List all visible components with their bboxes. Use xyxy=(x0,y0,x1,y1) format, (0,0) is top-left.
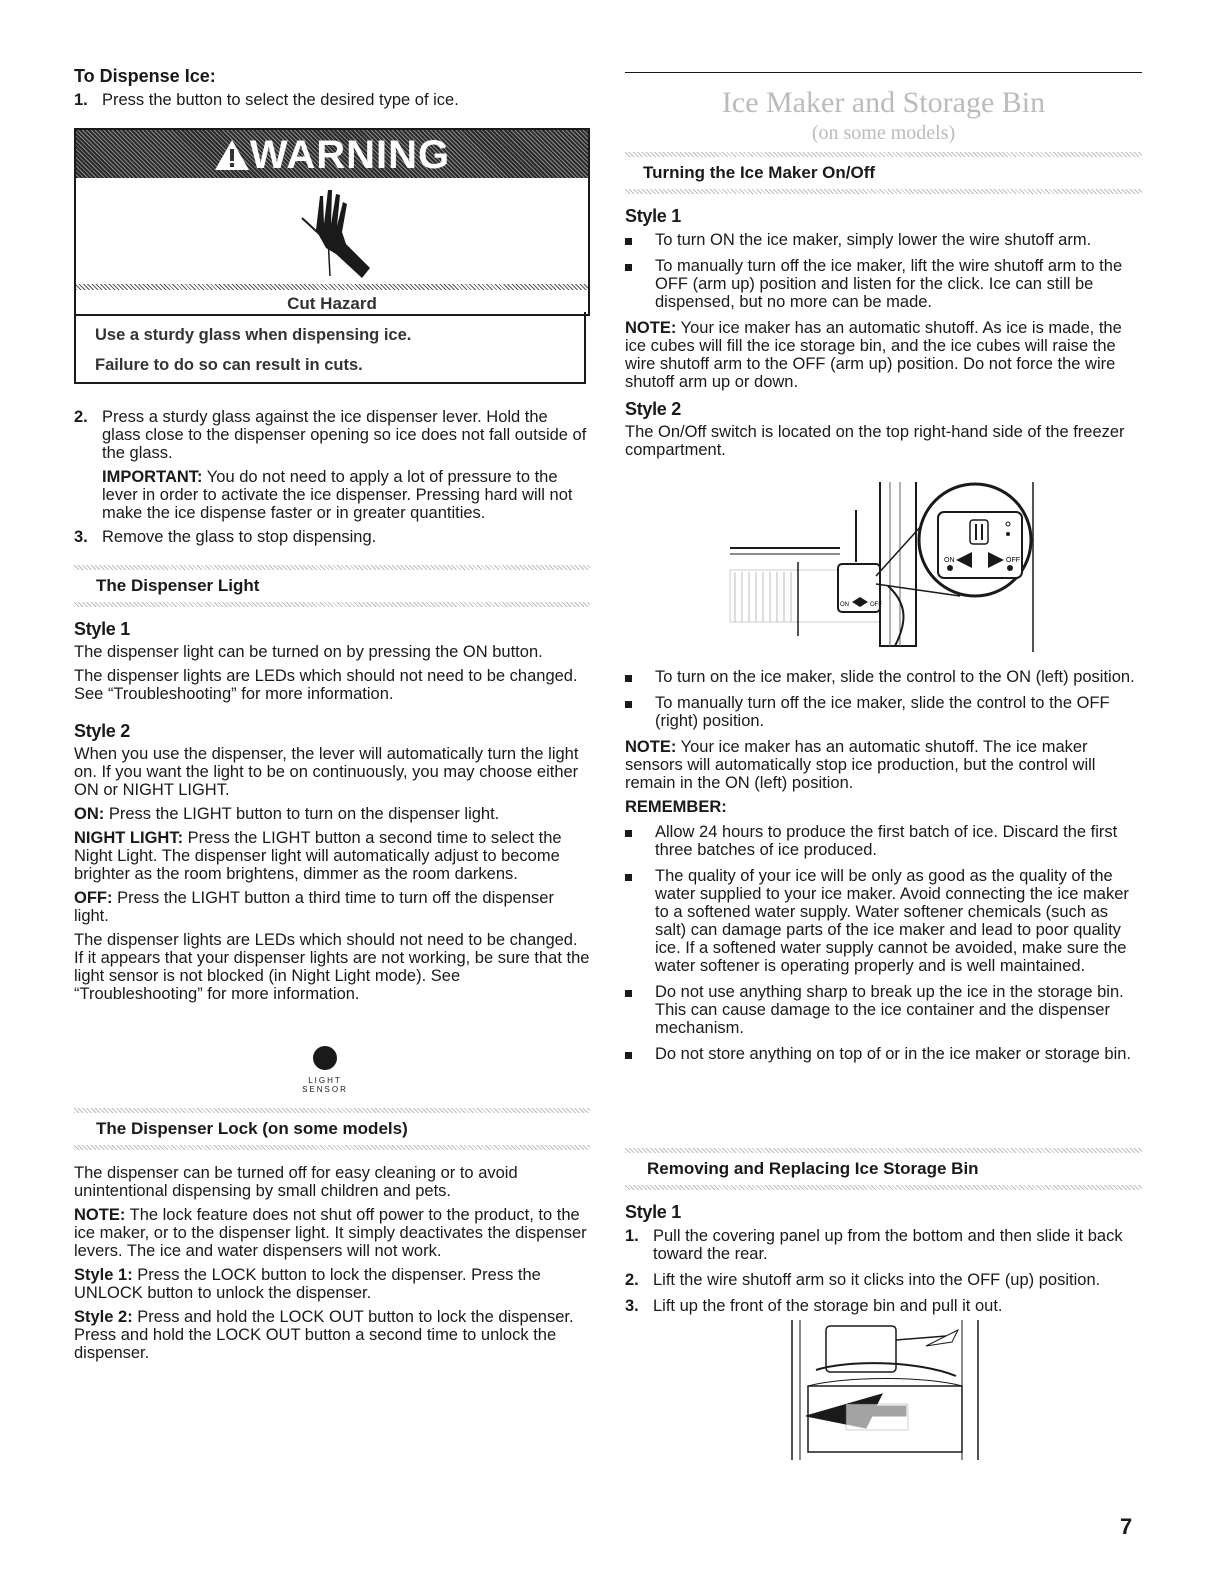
light-style-2-heading: Style 2 xyxy=(74,721,130,741)
light-night: NIGHT LIGHT: Press the LIGHT button a second time to select the Night Light. The dispenser light will automatically adjust to become brighter as the room brightens, dimmer as the room darkens. xyxy=(74,829,562,883)
onoff-style2-p: The On/Off switch is located on the top right-hand side of the freezer compartment. xyxy=(625,423,1125,459)
remember-bullet-4: Do not store anything on top of or in the ice maker or storage bin. xyxy=(625,1045,1142,1063)
onoff-bullet-3: To turn on the ice maker, slide the control to the ON (left) position. xyxy=(625,668,1142,686)
light-sensor-label: LIGHT SENSOR xyxy=(302,1076,348,1094)
onoff-bullet-2: To manually turn off the ice maker, lift the wire shutoff arm to the OFF (arm up) position and listen for the click. Ice can still be dispensed, but no more can be made. xyxy=(625,257,1142,311)
light-sensor-illustration xyxy=(285,1042,365,1094)
warning-triangle-icon xyxy=(214,139,250,171)
bin-step-1: 1. Pull the covering panel up from the bottom and then slide it back toward the rear. xyxy=(625,1227,1123,1263)
lock-style2: Style 2: Press and hold the LOCK OUT button to lock the dispenser. Press and hold the LOCK OUT button a second time to unlock the dispenser. xyxy=(74,1308,574,1362)
switch-on-label: ON xyxy=(944,557,955,564)
section-subtitle: (on some models) xyxy=(811,122,956,144)
onoff-note: NOTE: Your ice maker has an automatic shutoff. As ice is made, the ice cubes will fill the ice storage bin, and the ice cubes will raise the wire shutoff arm to the OFF (arm up) position. Do not force the wire shutoff arm up or down. xyxy=(625,319,1122,391)
lock-p1: The dispenser can be turned off for easy cleaning or to avoid unintentional dispensing by small children and pets. xyxy=(74,1164,518,1200)
section-title: Ice Maker and Storage Bin xyxy=(721,86,1046,119)
remember-heading: REMEMBER: xyxy=(625,798,727,816)
light-style1-p2: The dispenser lights are LEDs which should not need to be changed. See “Troubleshooting” for more information. xyxy=(74,667,578,703)
top-rule xyxy=(625,72,1142,73)
onoff-note-2: NOTE: Your ice maker has an automatic shutoff. The ice maker sensors will automatically stop ice production, but the control will remain in the ON (left) position. xyxy=(625,738,1096,792)
dispenser-lock-title: The Dispenser Lock (on some models) xyxy=(96,1119,408,1138)
onoff-style2-section xyxy=(625,668,1142,1063)
step-2: 2. Press a sturdy glass against the ice dispenser lever. Hold the glass close to the dispenser opening so ice does not fall outside of the glass. xyxy=(74,408,587,462)
cut-hazard-label: Cut Hazard xyxy=(287,294,377,313)
warning-line-2: Failure to do so can result in cuts. xyxy=(95,356,363,374)
onoff-style-2-heading: Style 2 xyxy=(625,399,681,419)
onoff-switch-illustration xyxy=(720,476,1050,652)
onoff-bullet-4: To manually turn off the ice maker, slide the control to the OFF (right) position. xyxy=(625,694,1142,730)
onoff-section xyxy=(625,152,1142,459)
step-1: 1. Press the button to select the desired type of ice. xyxy=(74,91,459,109)
dispense-steps xyxy=(74,408,590,546)
storage-bin-illustration xyxy=(786,1320,986,1468)
storage-bin-title: Removing and Replacing Ice Storage Bin xyxy=(647,1159,979,1178)
remember-bullet-3: Do not use anything sharp to break up the ice in the storage bin. This can cause damage to the ice container and the dispenser mechanism. xyxy=(625,983,1142,1037)
lock-style1: Style 1: Press the LOCK button to lock the dispenser. Press the UNLOCK button to unlock the dispenser. xyxy=(74,1266,541,1302)
step-3: 3. Remove the glass to stop dispensing. xyxy=(74,528,377,546)
onoff-title: Turning the Ice Maker On/Off xyxy=(643,163,876,182)
bin-step-3: 3. Lift up the front of the storage bin and pull it out. xyxy=(625,1297,1003,1315)
light-on: ON: Press the LIGHT button to turn on the dispenser light. xyxy=(74,805,500,823)
dispenser-light-section xyxy=(74,565,590,1003)
light-style2-p1: When you use the dispenser, the lever will automatically turn the light on. If you want the light to be on continuously, you may choose either ON or NIGHT LIGHT. xyxy=(74,745,579,799)
warning-title: WARNING xyxy=(76,133,588,178)
warning-line-1: Use a sturdy glass when dispensing ice. xyxy=(95,326,412,344)
dispenser-lock-section xyxy=(74,1108,590,1362)
dispense-ice-section xyxy=(74,66,594,109)
light-off: OFF: Press the LIGHT button a third time to turn off the dispenser light. xyxy=(74,889,554,925)
remember-bullet-1: Allow 24 hours to produce the first batch of ice. Discard the first three batches of ice produced. xyxy=(625,823,1142,859)
onoff-bullet-1: To turn ON the ice maker, simply lower the wire shutoff arm. xyxy=(625,231,1142,249)
light-style-1-heading: Style 1 xyxy=(74,619,130,639)
storage-bin-section xyxy=(625,1148,1142,1315)
dispenser-light-title: The Dispenser Light xyxy=(96,576,260,595)
important-note: IMPORTANT: You do not need to apply a lot of pressure to the lever in order to activate the ice dispenser. Pressing hard will not make the ice dispense faster or in greater quantities. xyxy=(102,468,573,522)
bin-style-1-heading: Style 1 xyxy=(625,1202,681,1222)
bin-step-2: 2. Lift the wire shutoff arm so it clicks into the OFF (up) position. xyxy=(625,1271,1101,1289)
light-style1-p1: The dispenser light can be turned on by pressing the ON button. xyxy=(74,643,543,661)
onoff-style-1-heading: Style 1 xyxy=(625,206,681,226)
lock-note: NOTE: The lock feature does not shut off power to the product, to the ice maker, or to the dispenser light. It simply deactivates the dispenser levers. The ice and water dispensers will not work. xyxy=(74,1206,587,1260)
dispense-ice-heading: To Dispense Ice: xyxy=(74,66,216,86)
switch-small-on: ON xyxy=(840,602,849,608)
switch-off-label: OFF xyxy=(1006,557,1020,564)
light-style2-p2: The dispenser lights are LEDs which should not need to be changed. If it appears that your dispenser lights are not working, be sure that the light sensor is not blocked (in Night Light mode). See “Troubleshooting” for more information. xyxy=(74,931,590,1003)
switch-small-off: OFF xyxy=(870,602,882,608)
cut-hand-icon xyxy=(298,186,378,282)
page-number: 7 xyxy=(1120,1514,1133,1539)
remember-bullet-2: The quality of your ice will be only as good as the quality of the water supplied to your ice maker. Avoid connecting the ice maker to a softened water supply. Water softener chemicals (such as salt) can damage parts of the ice maker and lead to poor quality ice. If a softened water supply cannot be avoided, make sure the water softener is operating properly and is well maintained. xyxy=(625,867,1142,975)
warning-header xyxy=(76,130,588,178)
